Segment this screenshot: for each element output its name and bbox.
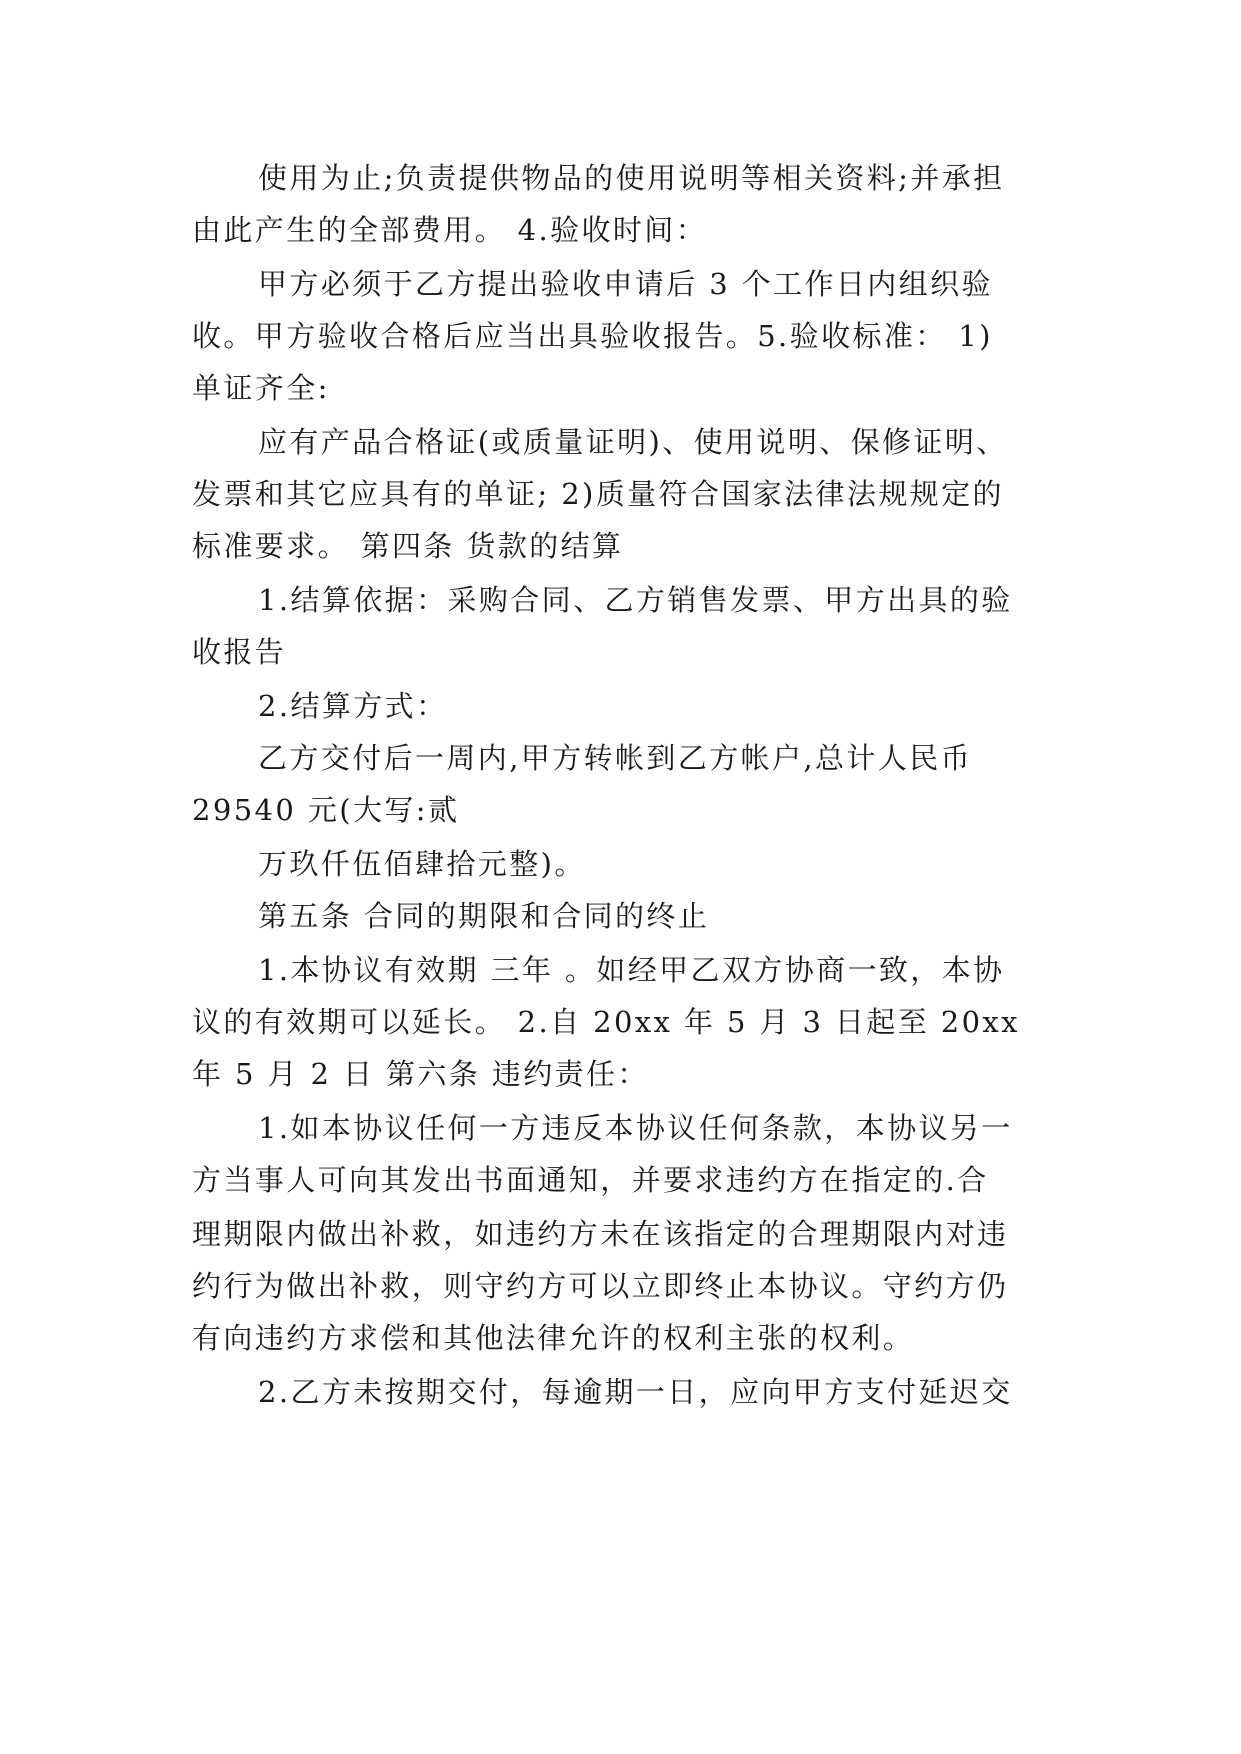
text-line: 方当事人可向其发出书面通知，并要求违约方在指定的.合 [192,1163,989,1197]
text-line: 使用为止;负责提供物品的使用说明等相关资料;并承担 [258,161,1005,195]
text-line: 约行为做出补救，则守约方可以立即终止本协议。守约方仍 [192,1269,1009,1303]
text-line: 理期限内做出补救，如违约方未在该指定的合理期限内对违 [192,1217,1009,1251]
text-line: 议的有效期可以延长。 2.自 20xx 年 5 月 3 日起至 20xx [192,1005,1020,1039]
text-line: 甲方必须于乙方提出验收申请后 3 个工作日内组织验 [258,267,993,301]
text-line: 发票和其它应具有的单证; 2)质量符合国家法律法规规定的 [192,477,1004,511]
text-line: 年 5 月 2 日 第六条 违约责任： [192,1057,649,1091]
text-line: 2.结算方式： [258,689,448,723]
text-line: 收报告 [192,635,287,669]
text-line: 标准要求。 第四条 货款的结算 [192,529,624,563]
text-line: 1.结算依据：采购合同、乙方销售发票、甲方出具的验 [258,583,1013,617]
text-line: 收。甲方验收合格后应当出具验收报告。5.验收标准： 1) [192,319,993,353]
text-line: 乙方交付后一周内,甲方转帐到乙方帐户,总计人民币 [258,741,973,775]
text-line: 2.乙方未按期交付，每逾期一日，应向甲方支付延迟交 [258,1375,1013,1409]
text-line: 29540 元(大写:贰 [192,793,460,827]
text-line: 1.本协议有效期 三年 。如经甲乙双方协商一致，本协 [258,953,1005,987]
text-line: 由此产生的全部费用。 4.验收时间： [192,213,708,247]
text-line: 第五条 合同的期限和合同的终止 [258,899,710,933]
text-line: 应有产品合格证(或质量证明)、使用说明、保修证明、 [258,425,1008,459]
text-line: 单证齐全: [192,371,330,405]
text-line: 万玖仟伍佰肆拾元整)。 [258,847,586,881]
text-line: 1.如本协议任何一方违反本协议任何条款，本协议另一 [258,1111,1013,1145]
text-line: 有向违约方求偿和其他法律允许的权利主张的权利。 [192,1321,915,1355]
